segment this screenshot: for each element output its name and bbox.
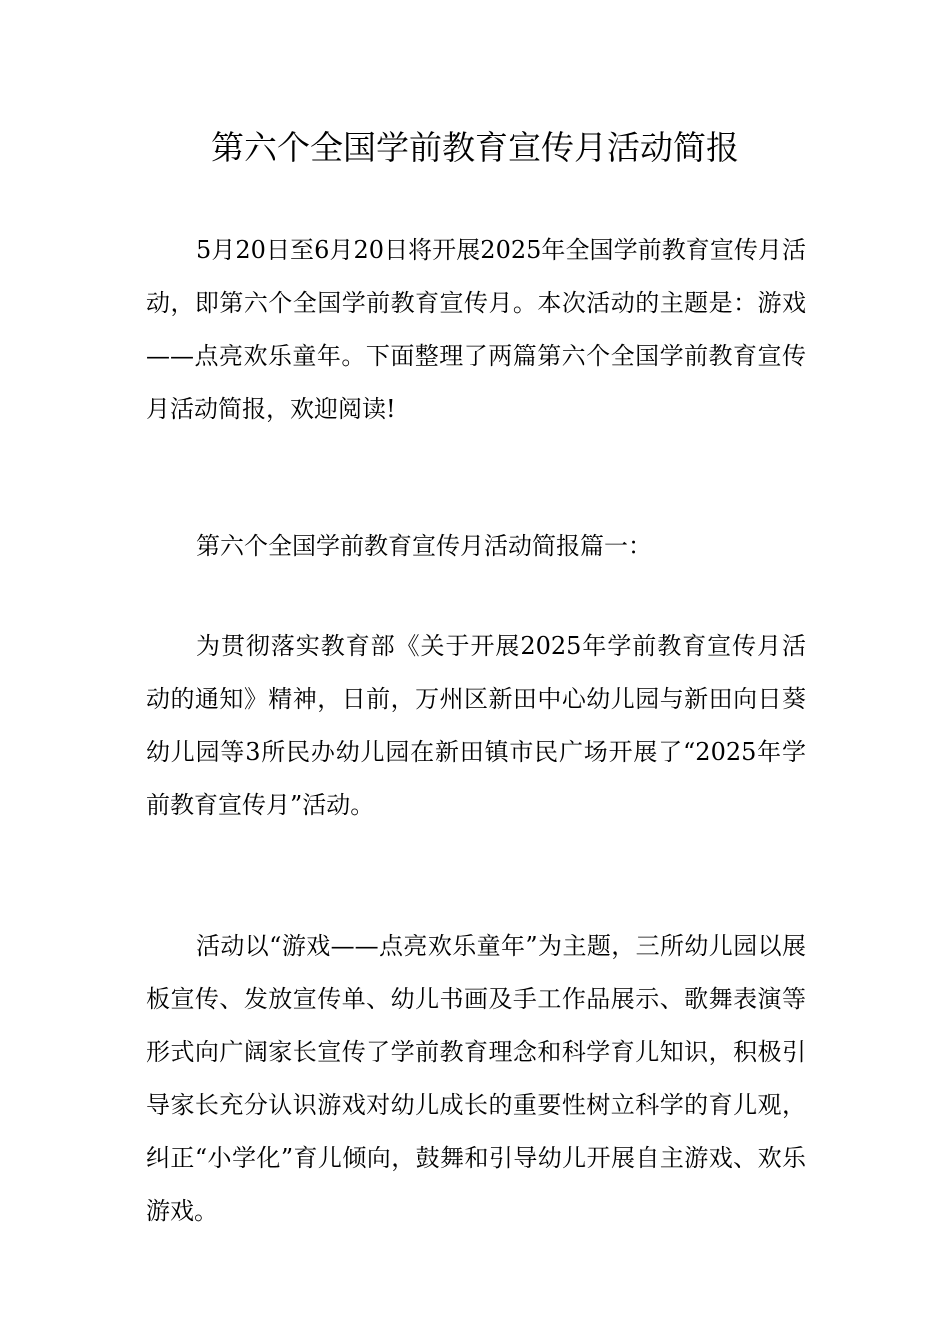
body-paragraph-1: 为贯彻落实教育部《关于开展2025年学前教育宣传月活动的通知》精神，日前，万州区新田中心幼儿园与新田向日葵幼儿园等3所民办幼儿园在新田镇市民广场开展了“2025年学前教育宣传月”活动。 xyxy=(146,632,806,819)
intro-paragraph: 5月20日至6月20日将开展2025年全国学前教育宣传月活动，即第六个全国学前教育宣传月。本次活动的主题是：游戏——点亮欢乐童年。下面整理了两篇第六个全国学前教育宣传月活动简报，欢迎阅读! xyxy=(146,236,806,423)
body-paragraph-2: 活动以“游戏——点亮欢乐童年”为主题，三所幼儿园以展板宣传、发放宣传单、幼儿书画及手工作品展示、歌舞表演等形式向广阔家长宣传了学前教育理念和科学育儿知识，积极引导家长充分认识游戏对幼儿成长的重要性树立科学的育儿观，纠正“小学化”育儿倾向，鼓舞和引导幼儿开展自主游戏、欢乐游戏。 xyxy=(146,932,806,1225)
section-heading: 第六个全国学前教育宣传月活动简报篇一： xyxy=(196,532,652,560)
document-title: 第六个全国学前教育宣传月活动简报 xyxy=(211,128,739,167)
